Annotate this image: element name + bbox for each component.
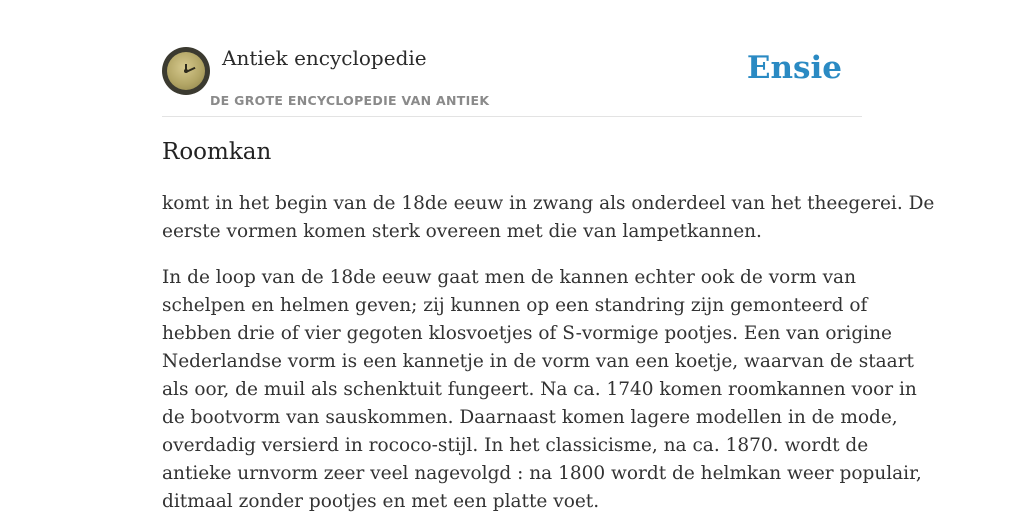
site-subtitle: DE GROTE ENCYCLOPEDIE VAN ANTIEK — [210, 93, 490, 108]
clock-pivot — [184, 69, 188, 73]
site-title-link[interactable]: Antiek encyclopedie — [222, 46, 427, 70]
text-line: schelpen en helmen geven; zij kunnen op een standring zijn gemonteerd of — [162, 295, 868, 316]
article-paragraph — [162, 190, 935, 246]
article-title: Roomkan — [162, 139, 272, 165]
text-line: eerste vormen komen sterk overeen met die van lampetkannen. — [162, 221, 762, 242]
text-line: komt in het begin van de 18de eeuw in zwang als onderdeel van het theegerei. De — [162, 193, 935, 214]
clock-face — [167, 52, 205, 90]
text-line: overdadig versierd in rococo-stijl. In het classicisme, na ca. 1870. wordt de — [162, 435, 869, 456]
article-content — [162, 190, 935, 512]
text-line: In de loop van de 18de eeuw gaat men de kannen echter ook de vorm van — [162, 267, 856, 288]
text-line: de bootvorm van sauskommen. Daarnaast komen lagere modellen in de mode, — [162, 407, 898, 428]
antique-clock-icon[interactable] — [162, 47, 210, 95]
text-line: Nederlandse vorm is een kannetje in de vorm van een koetje, waarvan de staart — [162, 351, 914, 372]
text-line: hebben drie of vier gegoten klosvoetjes of S-vormige pootjes. Een van origine — [162, 323, 892, 344]
article-paragraph — [162, 264, 922, 512]
text-line: ditmaal zonder pootjes en met een platte voet. — [162, 491, 600, 512]
text-line: als oor, de muil als schenktuit fungeert. Na ca. 1740 komen roomkannen voor in — [162, 379, 917, 400]
text-line: antieke urnvorm zeer veel nagevolgd : na 1800 wordt de helmkan weer populair, — [162, 463, 922, 484]
ensie-brand-link[interactable]: Ensie — [746, 50, 842, 86]
site-header — [162, 40, 862, 117]
